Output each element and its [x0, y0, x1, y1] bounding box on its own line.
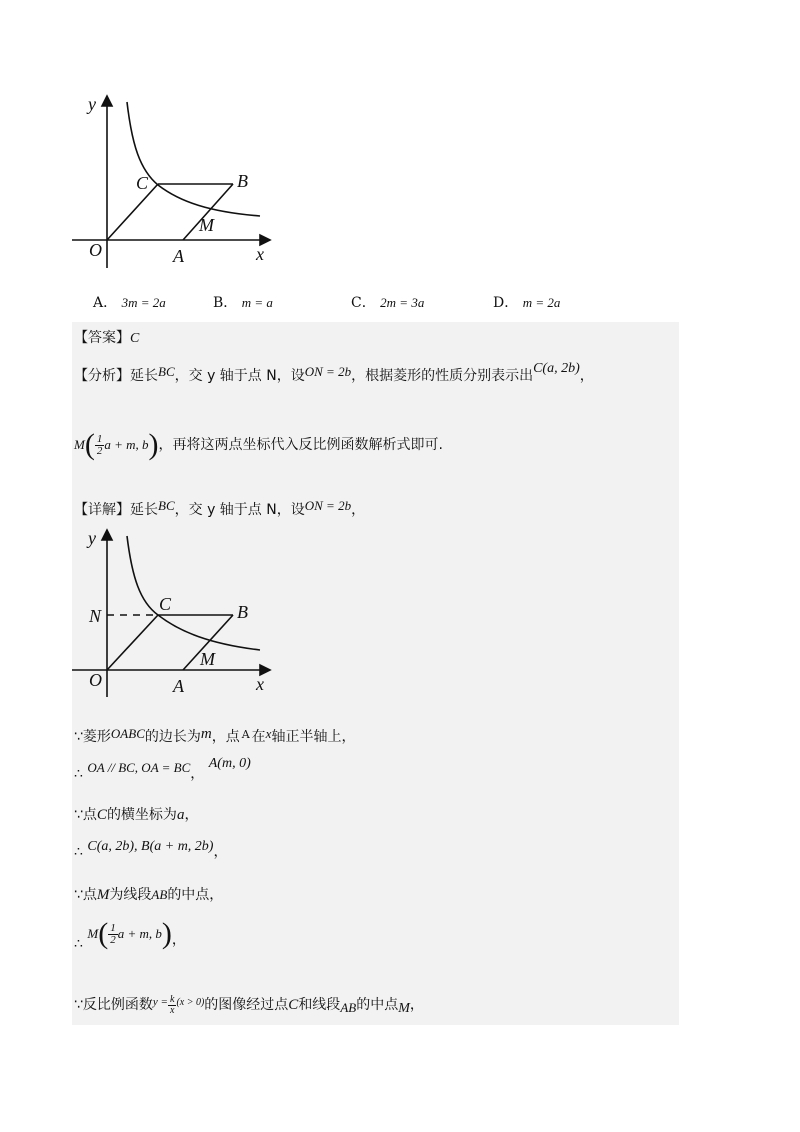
analysis-tag: 【分析】: [74, 368, 130, 384]
label-y: y: [88, 94, 96, 114]
label-N: N: [89, 606, 102, 626]
step-text: ∵反比例函数: [74, 997, 153, 1013]
side-OC: [107, 615, 158, 670]
step-text: 的中点，: [167, 887, 224, 903]
therefore-symbol: ∴: [74, 844, 83, 860]
step-x: x: [265, 726, 272, 741]
y-axis-arrow: [102, 530, 112, 540]
step-text: 轴正半轴上，: [271, 729, 356, 745]
figure-rhombus-1: [60, 90, 290, 270]
analysis-m-rest: a + m, b: [104, 437, 149, 452]
step-expr: OA // BC, OA = BC: [87, 760, 191, 775]
label-y: y: [88, 528, 96, 548]
detail-on: ON = 2b: [304, 498, 352, 513]
option-expr: m = a: [241, 295, 273, 310]
step-text: 和线段: [298, 997, 341, 1013]
option-letter: C．: [351, 295, 376, 311]
step-text: ，: [409, 997, 424, 1013]
step-comma: ，: [171, 932, 186, 948]
step-comma: ，: [213, 844, 228, 860]
step-7: [74, 988, 424, 1022]
label-M: M: [199, 215, 214, 235]
fraction-k-over-x: $\frac{k}{x}$: [169, 993, 175, 1016]
analysis-c-point: C(a, 2b): [533, 361, 580, 376]
detail-text: ，: [351, 502, 366, 518]
analysis-text: 延长: [130, 368, 158, 384]
label-A: A: [173, 676, 184, 696]
detail-line-1: [74, 500, 365, 520]
step-text: ，点: [211, 729, 240, 745]
step-text: 为线段: [109, 887, 152, 903]
hyperbola-curve: [127, 536, 260, 650]
label-O: O: [89, 670, 102, 690]
analysis-comma: ，: [579, 368, 594, 384]
paren-close: ): [148, 428, 159, 461]
detail-bc: BC: [158, 498, 175, 513]
y-axis-arrow: [102, 96, 112, 106]
therefore-symbol: ∴: [74, 766, 83, 782]
analysis-on: ON = 2b: [304, 364, 352, 379]
paren-close: ): [161, 917, 172, 950]
step-text: ∵点: [74, 807, 97, 823]
step-4: [74, 836, 228, 860]
option-expr: m = 2a: [522, 295, 561, 310]
option-expr: 2m = 3a: [380, 295, 425, 310]
step-c: C: [96, 807, 107, 823]
label-x: x: [256, 674, 264, 694]
step-text: 的横坐标为: [106, 807, 177, 823]
option-c: [351, 293, 424, 313]
step-5: [74, 885, 223, 905]
step-m: M: [96, 887, 110, 903]
step-text: 在: [251, 729, 266, 745]
fraction-half: $\frac{1}{2}$: [110, 921, 116, 946]
analysis-bc: BC: [158, 364, 175, 379]
option-a: [93, 293, 166, 313]
analysis-m: M: [74, 437, 85, 452]
analysis-line-2: [74, 425, 443, 465]
option-letter: D．: [493, 295, 519, 311]
option-letter: B．: [213, 295, 238, 311]
label-C: C: [136, 173, 149, 193]
step-m: M: [398, 1001, 410, 1016]
step-point-a: A(m, 0): [208, 756, 251, 771]
step-text: 的中点: [356, 997, 399, 1013]
detail-text: 延长: [130, 502, 158, 518]
step-text: ，: [184, 807, 199, 823]
fraction-half: $\frac{1}{2}$: [96, 432, 103, 457]
option-letter: A．: [93, 295, 118, 311]
step-text: 的边长为: [144, 729, 201, 745]
label-x: x: [256, 244, 264, 264]
option-b: [213, 293, 273, 313]
option-d: [493, 293, 560, 313]
step-a: a: [176, 807, 185, 823]
step-c: C: [288, 997, 299, 1013]
step-A: A: [241, 728, 250, 741]
answer-tag: 【答案】: [74, 330, 130, 346]
label-A: A: [173, 246, 184, 266]
side-OC: [107, 184, 158, 240]
answer-line: [74, 328, 139, 349]
step-ab: AB: [151, 887, 168, 902]
analysis-text: ，再将这两点坐标代入反比例函数解析式即可.: [158, 437, 443, 453]
option-expr: 3m = 2a: [121, 295, 166, 310]
paren-open: (: [98, 917, 109, 950]
label-B: B: [237, 602, 248, 622]
step-6: [74, 914, 186, 954]
label-O: O: [89, 240, 102, 260]
answer-value: C: [130, 331, 140, 346]
label-C: C: [159, 594, 172, 614]
step-text: 的图像经过点: [204, 997, 289, 1013]
paren-open: (: [84, 428, 95, 461]
hyperbola-curve: [127, 102, 260, 216]
step-3: [74, 805, 198, 825]
step-oabc: OABC: [110, 726, 145, 741]
step-1: [74, 727, 355, 748]
detail-text: ，交 y 轴于点 N，设: [174, 502, 305, 518]
step-m: m: [200, 726, 212, 742]
step-m: M: [87, 926, 99, 941]
step-comma: ，: [190, 766, 205, 782]
function-domain: (x > 0): [176, 997, 205, 1008]
step-text: ∵菱形: [74, 729, 111, 745]
step-expr: C(a, 2b), B(a + m, 2b): [87, 839, 214, 854]
label-B: B: [237, 171, 248, 191]
figure-rhombus-2: [60, 522, 290, 702]
step-text: ∵点: [74, 887, 97, 903]
analysis-line-1: [74, 361, 594, 387]
step-m-rest: a + m, b: [117, 926, 162, 941]
label-M: M: [200, 649, 215, 669]
step-ab: AB: [340, 1000, 357, 1015]
analysis-text: ，根据菱形的性质分别表示出: [351, 368, 534, 384]
detail-tag: 【详解】: [74, 502, 130, 518]
therefore-symbol: ∴: [74, 936, 83, 952]
analysis-text: ，交 y 轴于点 N，设: [174, 368, 305, 384]
function-y: y =: [152, 996, 168, 1008]
step-2: [74, 756, 251, 782]
